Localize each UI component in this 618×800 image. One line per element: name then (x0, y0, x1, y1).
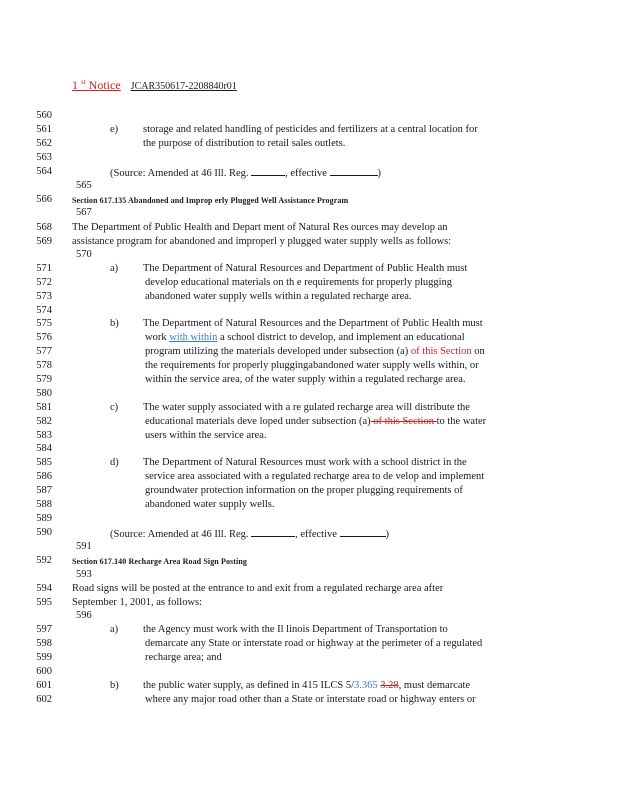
line-number: 576 (36, 332, 52, 343)
text-line: abandoned water supply wells. (145, 499, 275, 510)
text-line: The Department of Natural Resources and the Department of Public Health must (143, 318, 483, 329)
item-label: a) (110, 263, 119, 274)
line-number: 566 (36, 194, 52, 205)
line-number: 595 (36, 597, 52, 608)
text-line: The Department of Natural Resources must work with a school district in the (143, 457, 467, 468)
item-label: e) (110, 124, 119, 135)
line-number: 568 (36, 222, 52, 233)
line-number: 573 (36, 291, 52, 302)
line-number: 589 (36, 513, 52, 524)
section-heading: Section 617.135 Abandoned and Improp erly Plugged Well Assistance Program (72, 196, 349, 205)
document-code: JCAR350617-2208840r01 (130, 81, 237, 92)
text-line: the requirements for properly pluggingabandoned water supply wells within, or (145, 360, 479, 371)
line-number: 579 (36, 374, 52, 385)
line-number: 584 (36, 443, 52, 454)
item-label: d) (110, 457, 119, 468)
line-number: 578 (36, 360, 52, 371)
line-number: 572 (36, 277, 52, 288)
line-number: 586 (36, 471, 52, 482)
line-number: 597 (36, 624, 52, 635)
text-line: demarcate any State or interstate road or highway at the perimeter of a regulated (145, 638, 483, 649)
line-number: 570 (76, 249, 92, 260)
text-line: where any major road other than a State or interstate road or highway enters or (145, 694, 476, 705)
text-line: recharge area; and (145, 652, 222, 663)
line-number: 583 (36, 430, 52, 441)
item-label: c) (110, 402, 119, 413)
inserted-text: of this Section (410, 346, 472, 357)
line-number: 598 (36, 638, 52, 649)
line-number: 580 (36, 388, 52, 399)
line-number: 577 (36, 346, 52, 357)
line-number: 563 (36, 152, 52, 163)
line-number: 567 (76, 207, 92, 218)
text-line: The water supply associated with a re gulated recharge area will distribute the (143, 402, 470, 413)
deleted-text: of this Section (370, 416, 437, 427)
line-number: 569 (36, 236, 52, 247)
text-line: groundwater protection information on the proper plugging requirements of (145, 485, 463, 496)
line-number: 591 (76, 541, 92, 552)
inserted-text: 3.365 (354, 680, 378, 691)
source-note: (Source: Amended at 46 Ill. Reg. , effective ) (110, 529, 390, 540)
text-line: The Department of Public Health and Depart ment of Natural Res ources may develop an (72, 222, 448, 233)
text-line: assistance program for abandoned and improperl y plugged water supply wells as follows: (72, 236, 452, 247)
text-line: The Department of Natural Resources and Department of Public Health must (143, 263, 468, 274)
text-line: September 1, 2001, as follows: (72, 597, 203, 608)
item-label: a) (110, 624, 119, 635)
line-number: 594 (36, 583, 52, 594)
text-line: develop educational materials on th e requirements for properly plugging (145, 277, 453, 288)
text-line: the purpose of distribution to retail sales outlets. (143, 138, 346, 149)
deleted-text: 3.28 (380, 680, 399, 691)
line-number: 592 (36, 555, 52, 566)
item-label: b) (110, 318, 119, 329)
item-label: b) (110, 680, 119, 691)
line-number: 575 (36, 318, 52, 329)
text-line: work with within a school district to develop, and implement an educational (145, 332, 465, 343)
text-line: educational materials deve loped under subsection (a) of this Section to the water (145, 416, 487, 427)
line-number: 561 (36, 124, 52, 135)
line-number: 562 (36, 138, 52, 149)
line-number: 599 (36, 652, 52, 663)
line-number: 588 (36, 499, 52, 510)
line-number: 560 (36, 110, 52, 121)
document-header (72, 78, 237, 93)
line-number: 574 (36, 305, 52, 316)
text-line: storage and related handling of pesticides and fertilizers at a central location for (143, 124, 478, 135)
line-number: 564 (36, 166, 52, 177)
text-line: abandoned water supply wells within a regulated recharge area. (145, 291, 412, 302)
line-number: 585 (36, 457, 52, 468)
source-note: (Source: Amended at 46 Ill. Reg. , effective ) (110, 168, 382, 179)
notice-label: 1 $^{st}$ Notice (72, 78, 121, 92)
text-line: within the service area, of the water supply within a regulated recharge area. (145, 374, 466, 385)
line-number: 600 (36, 666, 52, 677)
section-heading: Section 617.140 Recharge Area Road Sign Posting (72, 557, 247, 566)
inserted-text: with within (169, 332, 218, 343)
text-line: the public water supply, as defined in 415 ILCS 5/3.365 3.28, must demarcate (143, 680, 471, 691)
text-line: service area associated with a regulated recharge area to de velop and implement (145, 471, 485, 482)
line-number: 593 (76, 569, 92, 580)
line-number: 581 (36, 402, 52, 413)
line-number: 602 (36, 694, 52, 705)
line-number: 571 (36, 263, 52, 274)
line-number: 596 (76, 610, 92, 621)
line-number: 582 (36, 416, 52, 427)
text-line: the Agency must work with the Il linois Department of Transportation to (143, 624, 448, 635)
line-number: 601 (36, 680, 52, 691)
line-number: 587 (36, 485, 52, 496)
line-number: 590 (36, 527, 52, 538)
text-line: users within the service area. (145, 430, 267, 441)
text-line: program utilizing the materials developed under subsection (a) of this Section on (145, 346, 485, 357)
text-line: Road signs will be posted at the entrance to and exit from a regulated recharge area after (72, 583, 444, 594)
line-number: 565 (76, 180, 92, 191)
